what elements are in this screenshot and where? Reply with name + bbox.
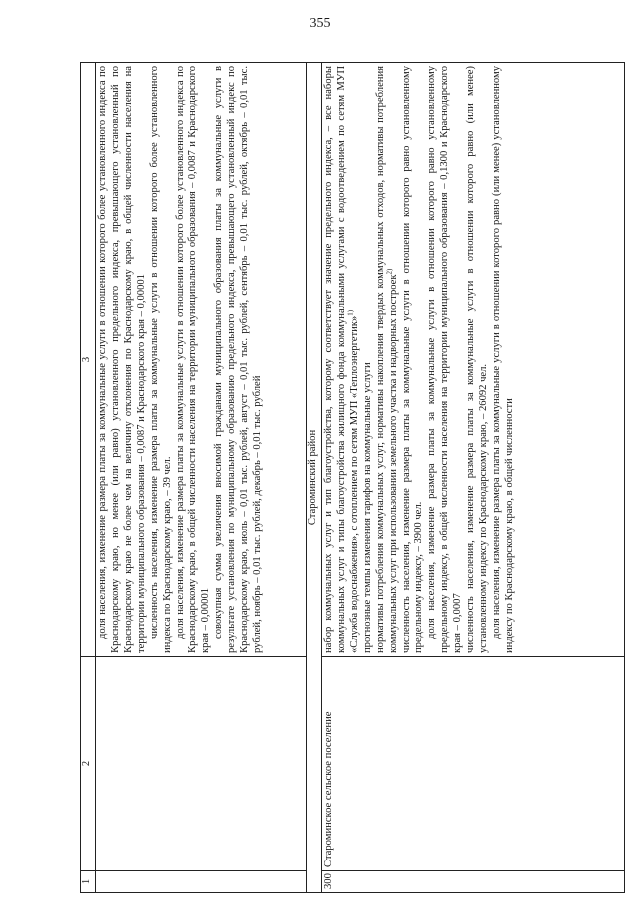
- text-paragraph: нормативы потребления коммунальных услуг, нормативы накопления твердых коммунальных отходов, нормативы потребления коммунальных услуг при использовании земельного участка и надворных построек$^{2)}$: [374, 66, 399, 653]
- header-col-1: 1: [81, 871, 96, 893]
- continuation-number-cell: [96, 871, 307, 893]
- text-paragraph: набор коммунальных услуг и тип благоустройства, которому соответствует значение предельного индекса, – все наборы коммунальных услуг и типы благоустройства жилищного фонда коммунальными услугами с водоотведением по сетям МУП «Служба водоснабжения», с отоплением по сетям МУП «Теплоэнергетик»$^{1)}$: [323, 66, 360, 653]
- header-col-3: 3: [81, 63, 96, 657]
- region-label: Староминский район: [307, 63, 322, 893]
- table-row-300: [322, 63, 625, 893]
- table-row-continuation: [96, 63, 307, 893]
- row-300-text-cell: [322, 63, 625, 657]
- text-paragraph: доля населения, изменение размера платы за коммунальные услуги в отношении которого равно установленному предельному индексу, в общей численности населения на территории муниципального образования – 0,1300 и Краснодарского края – 0,0007: [426, 66, 464, 653]
- text-paragraph: совокупная сумма увеличения вносимой гражданами муниципального образования платы за коммунальные услуги в результате установления по муниципальному образованию предельного индекса, превышающего установленный индекс по Краснодарскому краю, июль – 0,01 тыс. рублей, август – 0,01 тыс. рублей, сентябрь – 0,01 тыс. рублей, октябрь – 0,01 тыс. рублей, ноябрь – 0,01 тыс. рублей, декабрь – 0,01 тыс. рублей: [213, 66, 264, 653]
- landscape-content: [80, 63, 630, 893]
- text-paragraph: доля населения, изменение размера платы за коммунальные услуги в отношении которого равно (или менее) установленному индексу по Краснодарскому краю, в общей численности: [490, 66, 515, 653]
- text-paragraph: численность населения, изменение размера платы за коммунальные услуги в отношении которого равно установленному предельному индексу, – 3900 чел.: [400, 66, 425, 653]
- continuation-name-cell: [96, 657, 307, 871]
- footnote-mark: 2): [385, 268, 394, 275]
- page-number: 355: [309, 16, 331, 31]
- text-paragraph: доля населения, изменение размера платы за коммунальные услуги в отношении которого более установленного индекса по Краснодарскому краю, но менее (или равно) установленного предельного индекса, превышающего установленный по Краснодарскому краю не более чем на величину отклонения по Краснодарскому краю, в общей численности населения на территории муниципального образования – 0,0087 и Краснодарского края – 0,00001: [97, 66, 147, 653]
- footnote-mark: 1): [346, 309, 355, 316]
- continuation-text-cell: [96, 63, 307, 657]
- text-paragraph: доля населения, изменение размера платы за коммунальные услуги в отношении которого более установленного индекса по Краснодарскому краю, в общей численности населения на территории муниципального образования – 0,0087 и Краснодарского края – 0,00001: [174, 66, 212, 653]
- text-paragraph: численность населения, изменение размера платы за коммунальные услуги в отношении которого равно (или менее) установленному индексу по Краснодарскому краю, – 26092 чел.: [465, 66, 490, 653]
- text-paragraph: прогнозные темпы изменения тарифов на коммунальные услуги: [361, 362, 373, 653]
- region-row: [307, 63, 322, 893]
- row-number-cell: 300: [322, 871, 625, 893]
- rotated-table-area: [80, 63, 630, 893]
- text-paragraph: численность населения, изменение размера платы за коммунальные услуги в отношении которого более установленного индекса по Краснодарскому краю, – 39 чел.: [148, 66, 173, 653]
- header-col-2: 2: [81, 657, 96, 871]
- indices-table: [80, 62, 625, 893]
- municipality-name-cell: Староминское сельское поселение: [322, 657, 625, 871]
- table-header-row: [81, 63, 96, 893]
